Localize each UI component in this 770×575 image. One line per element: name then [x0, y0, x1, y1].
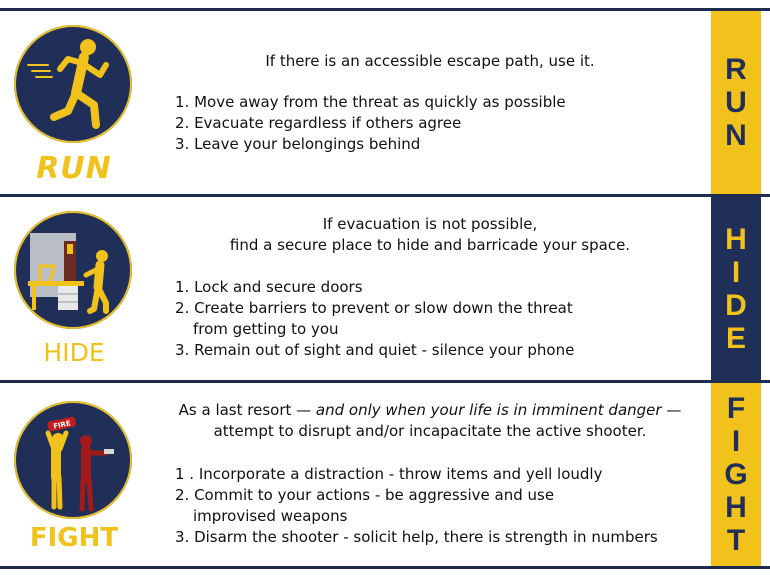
extinguisher-label: FIRE: [52, 419, 72, 431]
run-side-bar: [711, 11, 761, 194]
side-letter: F: [726, 392, 746, 425]
hide-intro-line2: find a secure place to hide and barricade your space.: [229, 236, 631, 254]
side-letter: N: [725, 119, 747, 152]
fight-intro-line1: [160, 400, 700, 421]
fight-section: [0, 383, 770, 566]
fight-intro-plain: As a last resort —: [178, 401, 316, 419]
list-item: 3. Leave your belongings behind: [175, 135, 421, 153]
fight-intro: [160, 400, 700, 442]
side-letter: U: [725, 86, 747, 119]
running-person-icon: [14, 25, 132, 143]
side-letter: T: [726, 524, 746, 557]
hide-label: HIDE: [43, 338, 105, 367]
run-list: [175, 92, 695, 155]
side-letter: I: [731, 425, 741, 458]
run-section: [0, 11, 770, 194]
hide-intro: [160, 214, 700, 256]
side-letter: I: [731, 255, 741, 289]
run-label: RUN: [36, 151, 112, 186]
list-item-continuation: improvised weapons: [193, 507, 348, 525]
list-item: 3. Disarm the shooter - solicit help, there is strength in numbers: [175, 528, 658, 546]
list-item: 2. Commit to your actions - be aggressive and use: [175, 486, 555, 504]
list-item: 1 . Incorporate a distraction - throw items and yell loudly: [175, 465, 603, 483]
fight-intro-tail: —: [661, 401, 682, 419]
run-intro: If there is an accessible escape path, use it.: [265, 52, 595, 70]
hide-intro-line1: If evacuation is not possible,: [322, 215, 538, 233]
run-icon-circle: [14, 25, 132, 143]
list-item: 3. Remain out of sight and quiet - silence your phone: [175, 341, 575, 359]
side-letter: E: [725, 321, 746, 355]
side-letter: H: [725, 222, 747, 256]
list-item: 2. Create barriers to prevent or slow down the threat: [175, 299, 573, 317]
list-item: 1. Move away from the threat as quickly as possible: [175, 93, 566, 111]
fighting-people-icon: [14, 401, 132, 519]
side-letter: D: [725, 288, 747, 322]
hiding-person-icon: [14, 211, 132, 329]
fight-icon-circle: [14, 401, 132, 519]
side-letter: R: [725, 53, 747, 86]
fight-list: [175, 464, 695, 548]
fight-intro-emphasis: and only when your life is in imminent danger: [315, 401, 662, 419]
fight-label: FIGHT: [29, 523, 119, 553]
list-item: 2. Evacuate regardless if others agree: [175, 114, 462, 132]
list-item-continuation: from getting to you: [193, 320, 339, 338]
hide-icon-circle: [14, 211, 132, 329]
side-letter: H: [725, 491, 747, 524]
hide-list: [175, 277, 695, 361]
hide-section: [0, 197, 770, 380]
side-letter: G: [724, 458, 748, 491]
hide-side-bar: [711, 197, 761, 380]
bottom-rule: [0, 566, 770, 569]
fight-side-bar: [711, 383, 761, 566]
fight-intro-line2: attempt to disrupt and/or incapacitate the active shooter.: [213, 422, 647, 440]
list-item: 1. Lock and secure doors: [175, 278, 363, 296]
